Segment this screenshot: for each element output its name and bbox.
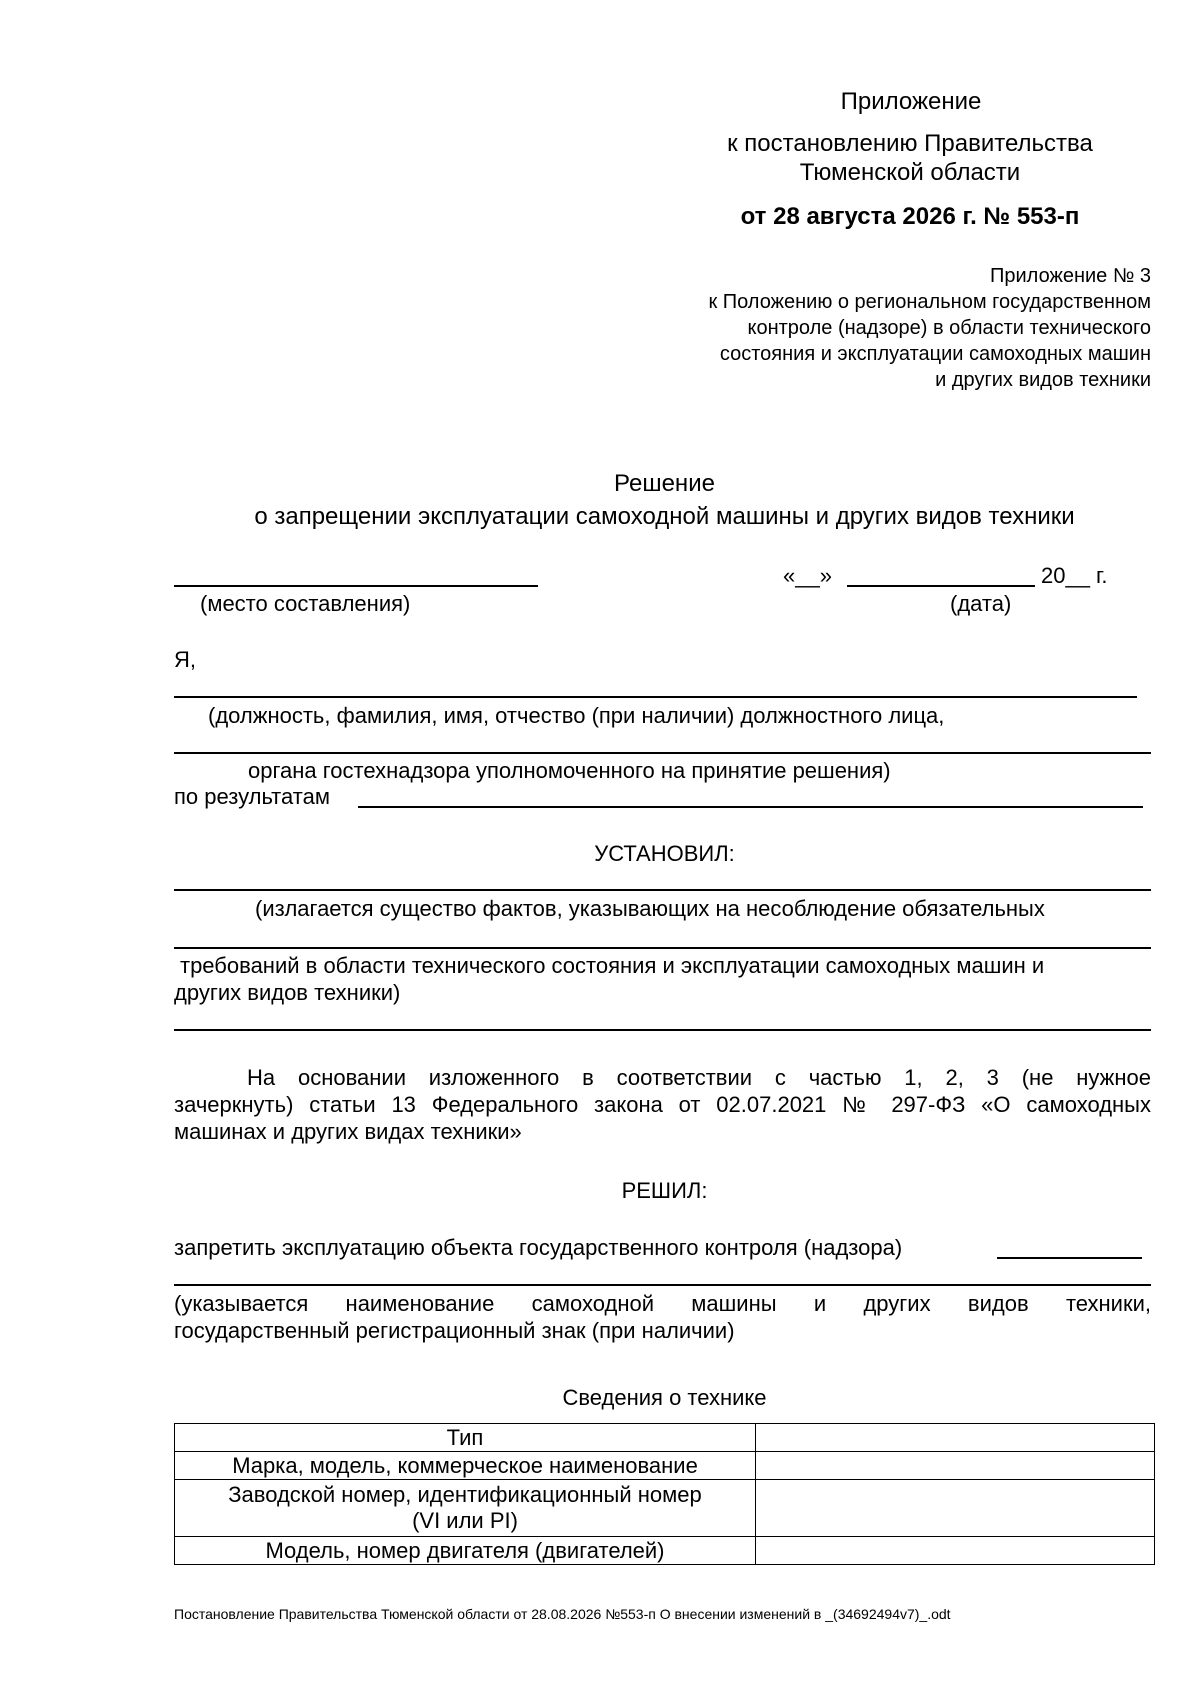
appendix-label: Приложение xyxy=(840,88,982,115)
decided-heading: РЕШИЛ: xyxy=(621,1178,708,1203)
sub-appendix-line4: состояния и эксплуатации самоходных машин xyxy=(719,343,1151,365)
facts-line-2[interactable] xyxy=(174,947,1151,949)
table-row xyxy=(175,1480,1155,1537)
place-field-line[interactable] xyxy=(174,585,538,587)
organ-caption: органа гостехнадзора уполномоченного на принятие решения) xyxy=(248,758,891,783)
tech-brand-value[interactable] xyxy=(756,1452,1155,1480)
prohibit-text: запретить эксплуатацию объекта государственного контроля (надзора) xyxy=(174,1235,903,1260)
tech-table xyxy=(174,1423,1155,1565)
date-year: 20__ г. xyxy=(1041,563,1108,588)
table-row xyxy=(175,1537,1155,1565)
facts-caption-3: других видов техники) xyxy=(174,980,401,1005)
tech-serial-label xyxy=(175,1480,756,1537)
tech-engine-value[interactable] xyxy=(756,1537,1155,1565)
tech-type-value[interactable] xyxy=(756,1424,1155,1452)
tech-serial-label-line1: Заводской номер, идентификационный номер xyxy=(228,1482,702,1507)
tech-serial-value[interactable] xyxy=(756,1480,1155,1537)
official-caption: (должность, фамилия, имя, отчество (при наличии) должностного лица, xyxy=(208,703,945,728)
sub-appendix-line3: контроле (надзоре) в области технического xyxy=(747,317,1151,339)
sub-appendix-line5: и других видов техники xyxy=(935,369,1151,391)
tech-brand-label: Марка, модель, коммерческое наименование xyxy=(175,1452,756,1480)
document-subtitle: о запрещении эксплуатации самоходной машины и других видов техники xyxy=(254,503,1075,530)
footer-filename: Постановление Правительства Тюменской области от 28.08.2026 №553-п О внесении изменений в _(34692494v7)_.odt xyxy=(174,1606,951,1622)
organ-line[interactable] xyxy=(174,752,1151,754)
tech-engine-label: Модель, номер двигателя (двигателей) xyxy=(175,1537,756,1565)
sub-appendix-line2: к Положению о региональном государственном xyxy=(708,291,1151,313)
date-month-line[interactable] xyxy=(847,585,1035,587)
facts-line-3[interactable] xyxy=(174,1029,1151,1031)
basis-line-3: машинах и других видах техники» xyxy=(174,1119,522,1144)
document-title: Решение xyxy=(614,470,715,497)
object-name-line[interactable] xyxy=(174,1284,1151,1286)
established-heading: УСТАНОВИЛ: xyxy=(594,841,735,866)
name-caption-2: государственный регистрационный знак (при наличии) xyxy=(174,1318,735,1343)
tech-serial-label-line2: (VI или PI) xyxy=(412,1508,518,1533)
tech-table-caption: Сведения о технике xyxy=(562,1385,767,1410)
basis-line-1: На основании изложенного в соответствии с частью 1, 2, 3 (не нужное xyxy=(247,1065,1151,1090)
i-label: Я, xyxy=(174,647,196,672)
official-line[interactable] xyxy=(174,696,1137,698)
table-row xyxy=(175,1424,1155,1452)
name-caption-1: (указывается наименование самоходной машины и других видов техники, xyxy=(174,1291,1151,1316)
by-results-line[interactable] xyxy=(358,806,1143,808)
tech-type-label: Тип xyxy=(175,1424,756,1452)
facts-line-1[interactable] xyxy=(174,889,1151,891)
place-caption: (место составления) xyxy=(200,591,411,616)
table-row xyxy=(175,1452,1155,1480)
sub-appendix-line1: Приложение № 3 xyxy=(990,265,1151,287)
basis-line-2: зачеркнуть) статьи 13 Федерального закона от 02.07.2021 № 297-ФЗ «О самоходных xyxy=(174,1092,1151,1117)
date-caption: (дата) xyxy=(950,591,1012,616)
region-label: Тюменской области xyxy=(799,159,1021,186)
resolution-ref: к постановлению Правительства xyxy=(727,130,1093,157)
facts-caption-2: требований в области технического состояния и эксплуатации самоходных машин и xyxy=(180,953,1045,978)
resolution-date-number: от 28 августа 2026 г. № 553-п xyxy=(740,203,1080,230)
facts-caption-1: (излагается существо фактов, указывающих на несоблюдение обязательных xyxy=(255,896,1045,921)
by-results-label: по результатам xyxy=(174,784,330,809)
date-day-quote: «__» xyxy=(783,563,832,588)
prohibit-object-line[interactable] xyxy=(997,1257,1142,1259)
